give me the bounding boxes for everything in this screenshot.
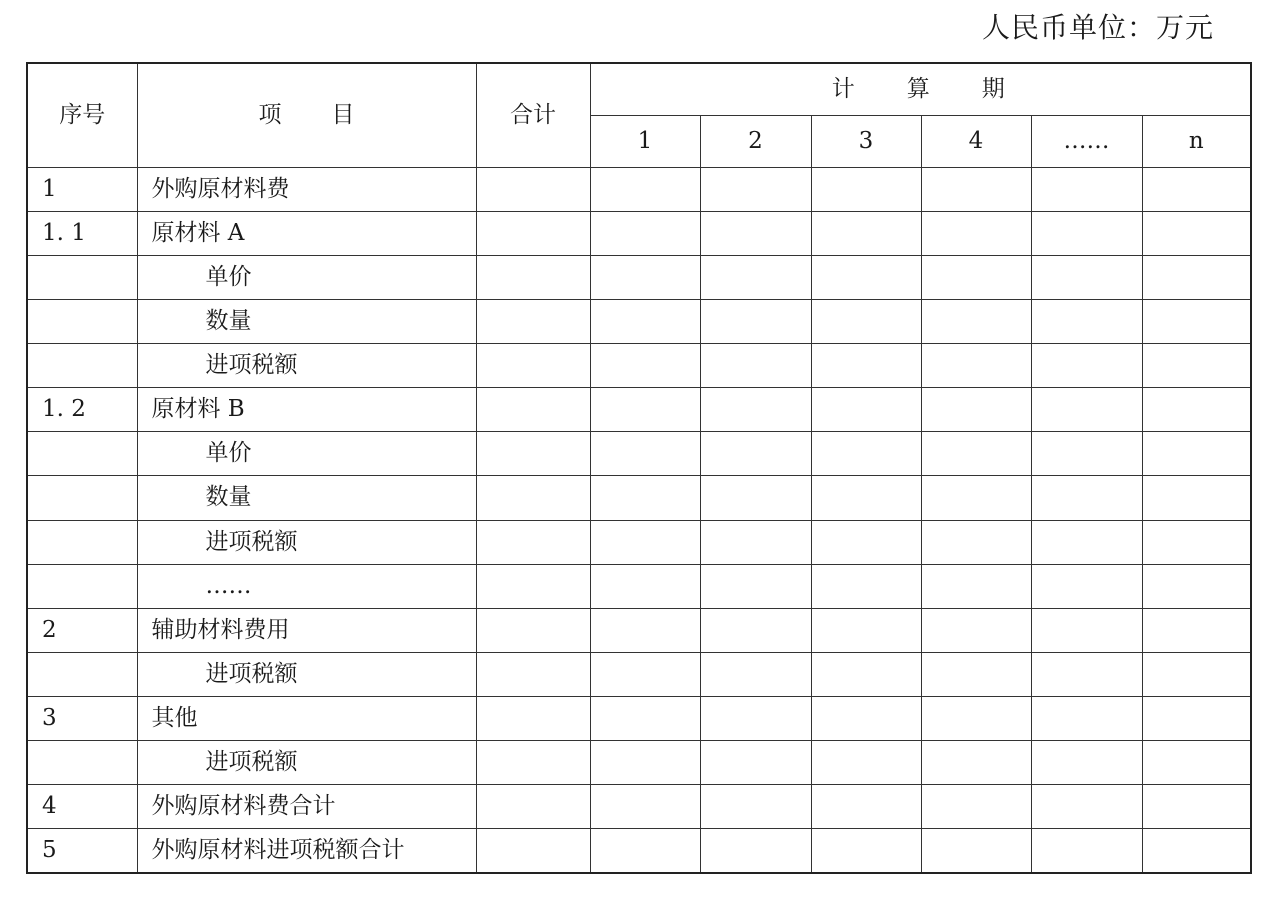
header-item xyxy=(137,63,476,167)
row-period-cell-2 xyxy=(700,697,811,741)
row-period-cell-5 xyxy=(1031,785,1142,829)
row-number xyxy=(27,520,137,564)
row-period-cell-1 xyxy=(590,829,700,873)
row-period-cell-2 xyxy=(700,652,811,696)
header-period-1: 1 xyxy=(590,115,700,167)
row-period-cell-3 xyxy=(811,652,921,696)
unit-label: 人民币单位：万元 xyxy=(981,11,1214,44)
row-period-cell-1 xyxy=(590,432,700,476)
row-period-cell-2 xyxy=(700,520,811,564)
row-total-cell xyxy=(476,520,590,564)
row-item: 辅助材料费用 xyxy=(137,608,476,652)
row-period-cell-5 xyxy=(1031,520,1142,564)
row-period-cell-6 xyxy=(1142,785,1251,829)
row-period-cell-2 xyxy=(700,829,811,873)
row-period-cell-3 xyxy=(811,255,921,299)
row-period-cell-6 xyxy=(1142,344,1251,388)
row-period-cell-6 xyxy=(1142,388,1251,432)
row-period-cell-3 xyxy=(811,785,921,829)
row-period-cell-6 xyxy=(1142,211,1251,255)
row-period-cell-5 xyxy=(1031,432,1142,476)
row-item: 进项税额 xyxy=(137,344,476,388)
row-period-cell-3 xyxy=(811,520,921,564)
row-period-cell-5 xyxy=(1031,388,1142,432)
header-row-1 xyxy=(27,63,1251,115)
row-period-cell-5 xyxy=(1031,344,1142,388)
row-period-cell-5 xyxy=(1031,299,1142,343)
row-total-cell xyxy=(476,652,590,696)
row-item: 进项税额 xyxy=(137,741,476,785)
row-period-cell-2 xyxy=(700,255,811,299)
header-period-part1: 计 xyxy=(831,75,859,102)
row-period-cell-3 xyxy=(811,608,921,652)
row-period-cell-4 xyxy=(921,255,1031,299)
row-period-cell-6 xyxy=(1142,564,1251,608)
header-period-5: …… xyxy=(1031,115,1142,167)
row-period-cell-2 xyxy=(700,785,811,829)
row-period-cell-3 xyxy=(811,697,921,741)
row-period-cell-5 xyxy=(1031,255,1142,299)
row-period-cell-4 xyxy=(921,785,1031,829)
row-item: 其他 xyxy=(137,697,476,741)
row-number: 1 xyxy=(27,167,137,211)
row-period-cell-6 xyxy=(1142,167,1251,211)
row-number xyxy=(27,299,137,343)
row-total-cell xyxy=(476,211,590,255)
table-row xyxy=(27,520,1251,564)
row-period-cell-4 xyxy=(921,432,1031,476)
row-period-cell-6 xyxy=(1142,520,1251,564)
row-total-cell xyxy=(476,299,590,343)
row-period-cell-4 xyxy=(921,520,1031,564)
row-period-cell-1 xyxy=(590,388,700,432)
row-period-cell-5 xyxy=(1031,741,1142,785)
header-item-part2: 目 xyxy=(331,101,355,128)
row-period-cell-2 xyxy=(700,608,811,652)
row-item: …… xyxy=(137,564,476,608)
row-total-cell xyxy=(476,697,590,741)
row-total-cell xyxy=(476,741,590,785)
row-period-cell-2 xyxy=(700,211,811,255)
row-item: 外购原材料费 xyxy=(137,167,476,211)
row-period-cell-1 xyxy=(590,344,700,388)
row-period-cell-5 xyxy=(1031,211,1142,255)
row-total-cell xyxy=(476,432,590,476)
row-period-cell-4 xyxy=(921,388,1031,432)
table-body xyxy=(27,167,1251,873)
row-period-cell-6 xyxy=(1142,299,1251,343)
row-item: 外购原材料费合计 xyxy=(137,785,476,829)
row-period-cell-6 xyxy=(1142,255,1251,299)
header-no: 序号 xyxy=(27,63,137,167)
row-period-cell-5 xyxy=(1031,829,1142,873)
row-period-cell-3 xyxy=(811,167,921,211)
table-row xyxy=(27,211,1251,255)
row-number xyxy=(27,344,137,388)
row-period-cell-4 xyxy=(921,211,1031,255)
header-period-part2: 算 xyxy=(906,75,934,102)
row-period-cell-6 xyxy=(1142,829,1251,873)
row-period-cell-4 xyxy=(921,344,1031,388)
row-number: 2 xyxy=(27,608,137,652)
row-period-cell-3 xyxy=(811,564,921,608)
row-period-cell-3 xyxy=(811,299,921,343)
header-period xyxy=(590,63,1251,115)
header-period-2: 2 xyxy=(700,115,811,167)
row-period-cell-4 xyxy=(921,167,1031,211)
header-item-part1: 项 xyxy=(258,101,282,128)
table-row xyxy=(27,344,1251,388)
table-row xyxy=(27,432,1251,476)
table-row xyxy=(27,785,1251,829)
row-period-cell-3 xyxy=(811,741,921,785)
row-number: 1. 2 xyxy=(27,388,137,432)
row-period-cell-6 xyxy=(1142,741,1251,785)
row-period-cell-2 xyxy=(700,167,811,211)
row-period-cell-4 xyxy=(921,476,1031,520)
row-number xyxy=(27,476,137,520)
row-period-cell-5 xyxy=(1031,167,1142,211)
row-period-cell-4 xyxy=(921,564,1031,608)
row-number: 4 xyxy=(27,785,137,829)
row-period-cell-3 xyxy=(811,829,921,873)
row-total-cell xyxy=(476,255,590,299)
row-number xyxy=(27,741,137,785)
row-period-cell-5 xyxy=(1031,697,1142,741)
table-row xyxy=(27,255,1251,299)
row-period-cell-3 xyxy=(811,388,921,432)
table-row xyxy=(27,167,1251,211)
row-item: 单价 xyxy=(137,432,476,476)
row-period-cell-1 xyxy=(590,785,700,829)
row-item: 数量 xyxy=(137,476,476,520)
row-period-cell-3 xyxy=(811,476,921,520)
row-total-cell xyxy=(476,785,590,829)
table-row xyxy=(27,829,1251,873)
row-total-cell xyxy=(476,829,590,873)
row-period-cell-4 xyxy=(921,608,1031,652)
row-period-cell-6 xyxy=(1142,697,1251,741)
row-period-cell-2 xyxy=(700,741,811,785)
row-number xyxy=(27,652,137,696)
table-row xyxy=(27,299,1251,343)
row-item: 原材料 A xyxy=(137,211,476,255)
row-period-cell-4 xyxy=(921,299,1031,343)
row-period-cell-2 xyxy=(700,299,811,343)
row-total-cell xyxy=(476,608,590,652)
row-period-cell-1 xyxy=(590,741,700,785)
row-period-cell-6 xyxy=(1142,432,1251,476)
row-total-cell xyxy=(476,344,590,388)
row-number xyxy=(27,564,137,608)
row-item: 进项税额 xyxy=(137,520,476,564)
row-period-cell-2 xyxy=(700,388,811,432)
row-period-cell-3 xyxy=(811,211,921,255)
row-total-cell xyxy=(476,388,590,432)
table-row xyxy=(27,741,1251,785)
row-period-cell-5 xyxy=(1031,652,1142,696)
row-number xyxy=(27,432,137,476)
header-period-4: 4 xyxy=(921,115,1031,167)
header-period-part3: 期 xyxy=(981,75,1009,102)
material-cost-table xyxy=(26,62,1252,874)
table-row xyxy=(27,652,1251,696)
table-row xyxy=(27,608,1251,652)
row-period-cell-4 xyxy=(921,829,1031,873)
row-total-cell xyxy=(476,564,590,608)
row-period-cell-4 xyxy=(921,741,1031,785)
row-period-cell-5 xyxy=(1031,476,1142,520)
row-period-cell-2 xyxy=(700,432,811,476)
row-period-cell-1 xyxy=(590,697,700,741)
row-period-cell-1 xyxy=(590,476,700,520)
row-period-cell-2 xyxy=(700,344,811,388)
row-total-cell xyxy=(476,167,590,211)
table-row xyxy=(27,476,1251,520)
row-number: 3 xyxy=(27,697,137,741)
row-period-cell-6 xyxy=(1142,608,1251,652)
row-period-cell-1 xyxy=(590,652,700,696)
header-period-6: n xyxy=(1142,115,1251,167)
row-period-cell-6 xyxy=(1142,476,1251,520)
row-period-cell-1 xyxy=(590,299,700,343)
row-period-cell-1 xyxy=(590,608,700,652)
row-period-cell-5 xyxy=(1031,564,1142,608)
header-period-3: 3 xyxy=(811,115,921,167)
row-period-cell-1 xyxy=(590,564,700,608)
row-period-cell-2 xyxy=(700,476,811,520)
row-item: 单价 xyxy=(137,255,476,299)
row-period-cell-3 xyxy=(811,432,921,476)
row-period-cell-1 xyxy=(590,255,700,299)
row-period-cell-1 xyxy=(590,211,700,255)
row-period-cell-6 xyxy=(1142,652,1251,696)
table-row xyxy=(27,564,1251,608)
row-period-cell-2 xyxy=(700,564,811,608)
row-period-cell-1 xyxy=(590,167,700,211)
row-item: 数量 xyxy=(137,299,476,343)
row-period-cell-4 xyxy=(921,697,1031,741)
row-period-cell-3 xyxy=(811,344,921,388)
row-number xyxy=(27,255,137,299)
row-number: 5 xyxy=(27,829,137,873)
row-item: 原材料 B xyxy=(137,388,476,432)
table-row xyxy=(27,388,1251,432)
row-item: 进项税额 xyxy=(137,652,476,696)
row-period-cell-4 xyxy=(921,652,1031,696)
row-period-cell-1 xyxy=(590,520,700,564)
row-period-cell-5 xyxy=(1031,608,1142,652)
row-total-cell xyxy=(476,476,590,520)
header-total: 合计 xyxy=(476,63,590,167)
row-item: 外购原材料进项税额合计 xyxy=(137,829,476,873)
row-number: 1. 1 xyxy=(27,211,137,255)
table-row xyxy=(27,697,1251,741)
